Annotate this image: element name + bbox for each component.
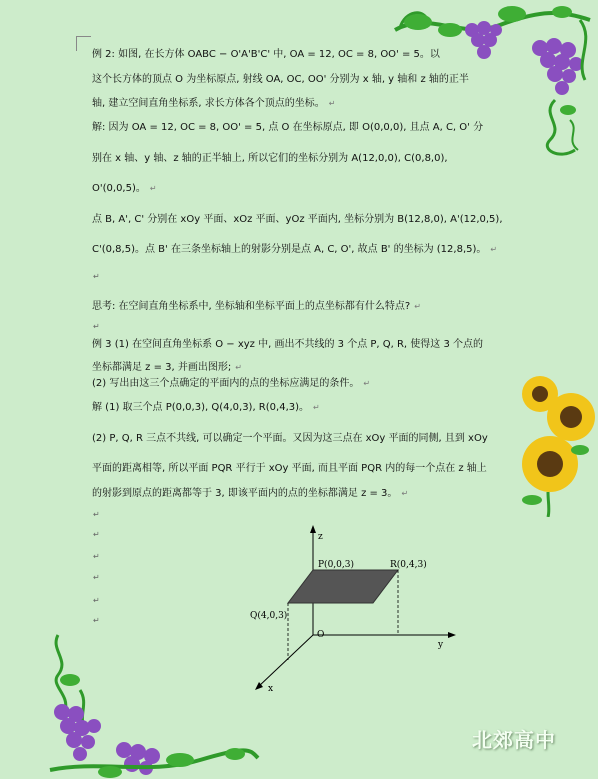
point-r-label: R(0,4,3)	[390, 560, 427, 570]
plane-pqr	[288, 570, 398, 603]
z-axis-arrow	[310, 525, 316, 533]
solution2-line-2: 别在 x 轴、y 轴、z 轴的正半轴上, 所以它们的坐标分别为 A(12,0,0), C(0,8,0),	[92, 153, 448, 164]
solution3-line-2: (2) P, Q, R 三点不共线, 可以确定一个平面。又因为这三点在 xOy 平面的同侧, 且到 xOy	[92, 433, 488, 444]
z-axis-label: z	[318, 532, 323, 542]
example2-line-2: 这个长方体的顶点 O 为坐标原点, 射线 OA, OC, OO' 分别为 x 轴, y 轴和 z 轴的正半	[92, 74, 469, 85]
sunflower-decoration	[518, 372, 598, 517]
school-watermark: 北郊高中	[472, 728, 556, 752]
thinking-question: 思考: 在空间直角坐标系中, 坐标轴和坐标平面上的点坐标都有什么特点? ↵	[92, 301, 421, 312]
coordinate-figure	[240, 525, 465, 700]
empty-paragraph-mark: ↵	[93, 596, 100, 605]
point-q-label: Q(4,0,3)	[250, 611, 288, 621]
example3-line-1: 例 3 (1) 在空间直角坐标系 O − xyz 中, 画出不共线的 3 个点 P, Q, R, 使得这 3 个点的	[92, 339, 484, 350]
solution3-line-1: 解 (1) 取三个点 P(0,0,3), Q(4,0,3), R(0,4,3)。 ↵	[92, 402, 320, 413]
y-axis-label: y	[438, 640, 444, 650]
solution2-line-5: C'(0,8,5)。点 B' 在三条坐标轴上的射影分别是点 A, C, O', 故点 B' 的坐标为 (12,8,5)。 ↵	[92, 244, 498, 255]
solution3-line-3: 平面的距离相等, 所以平面 PQR 平行于 xOy 平面, 而且平面 PQR 内的每一个点在 z 轴上	[92, 463, 487, 474]
x-axis	[258, 635, 313, 687]
empty-paragraph-mark: ↵	[93, 573, 100, 582]
empty-paragraph-mark: ↵	[93, 510, 100, 519]
margin-corner-mark	[76, 36, 91, 51]
example3-line-2: 坐标都满足 z = 3, 并画出图形; ↵	[92, 362, 242, 373]
empty-paragraph-mark: ↵	[93, 322, 100, 331]
solution2-line-4: 点 B, A', C' 分别在 xOy 平面、xOz 平面、yOz 平面内, 坐标分别为 B(12,8,0), A'(12,0,5),	[92, 214, 503, 225]
solution3-line-4: 的射影到原点的距离都等于 3, 即该平面内的点的坐标都满足 z = 3。 ↵	[92, 488, 409, 499]
example2-line-1: 例 2: 如图, 在长方体 OABC − O'A'B'C' 中, OA = 12, OC = 8, OO' = 5。以	[92, 49, 440, 60]
x-axis-label: x	[268, 684, 274, 694]
origin-label: O	[317, 630, 325, 640]
grape-vine-decoration-bottom	[40, 630, 260, 779]
solution2-line-1: 解: 因为 OA = 12, OC = 8, OO' = 5, 点 O 在坐标原点, 即 O(0,0,0), 且点 A, C, O' 分	[92, 122, 484, 133]
point-p-label: P(0,0,3)	[318, 560, 354, 570]
empty-paragraph-mark: ↵	[93, 530, 100, 539]
y-axis-arrow	[448, 632, 456, 638]
empty-paragraph-mark: ↵	[93, 616, 100, 625]
solution2-line-3: O'(0,0,5)。 ↵	[92, 183, 157, 194]
example3-line-3: (2) 写出由这三个点确定的平面内的点的坐标应满足的条件。 ↵	[92, 378, 371, 389]
empty-paragraph-mark: ↵	[93, 552, 100, 561]
example2-line-3: 轴, 建立空间直角坐标系, 求长方体各个顶点的坐标。 ↵	[92, 98, 336, 109]
empty-paragraph-mark: ↵	[93, 272, 100, 281]
